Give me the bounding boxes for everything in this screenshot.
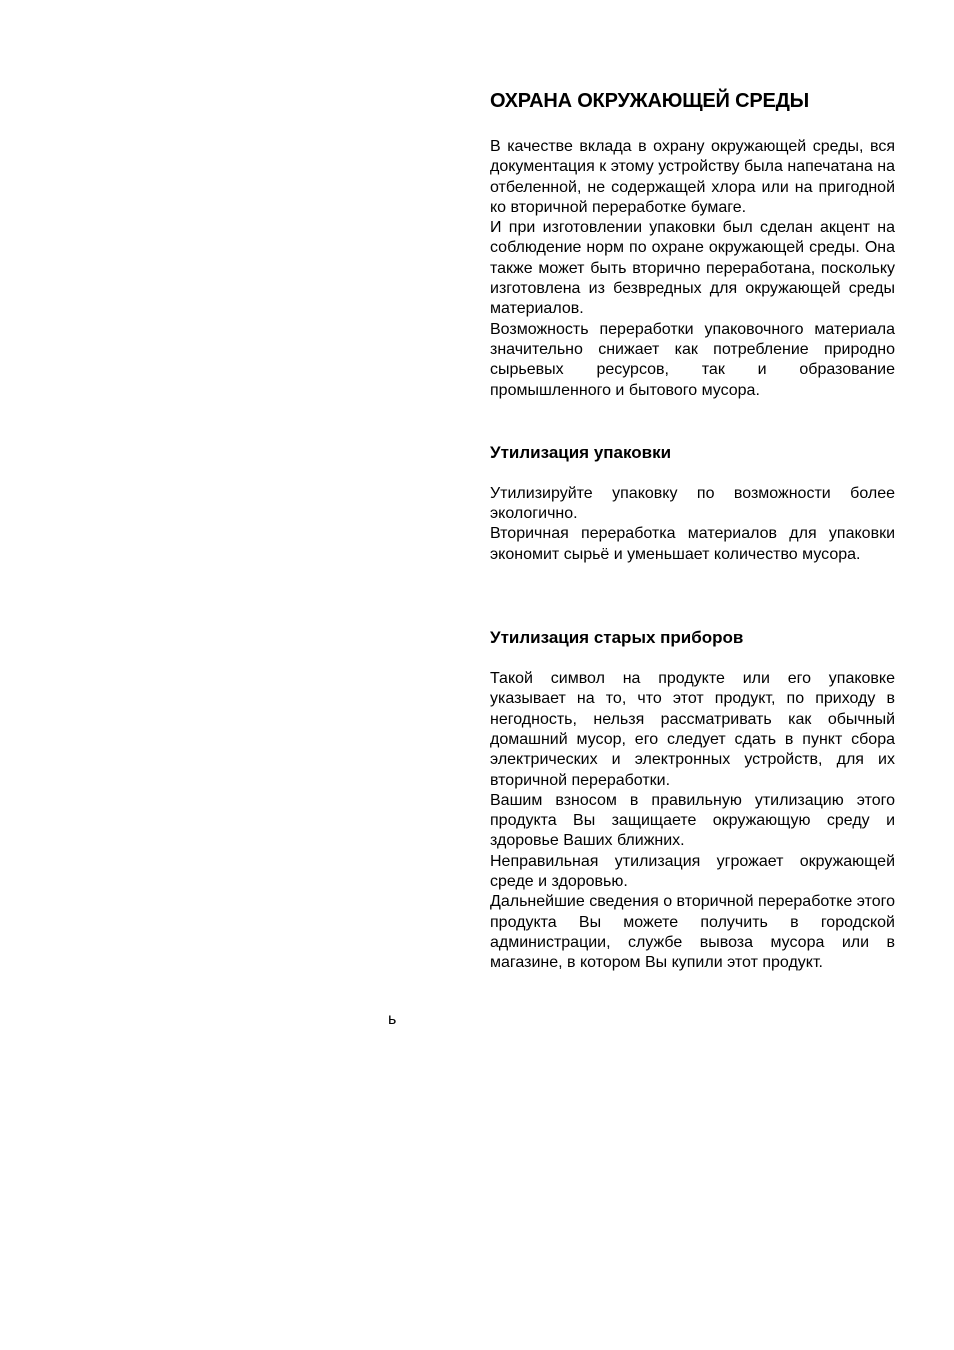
paragraph: Такой символ на продукте или его упаковке указывает на то, что этот продукт, по приходу в негодность, нельзя рассматривать как обычный домашний мусор, его следует сдать в пункт сбора электрических и электронных устройств, для их вторичной переработки. [490, 670, 895, 789]
paragraph: Вторичная переработка материалов для упаковки экономит сырьё и уменьшает количество мусора. [490, 525, 895, 563]
paragraph: В качестве вклада в охрану окружающей среды, вся документация к этому устройству была напечатана на отбеленной, не содержащей хлора или на пригодной ко вторичной переработке бумаге. [490, 138, 895, 216]
section-title-old-devices: Утилизация старых приборов [490, 628, 744, 648]
paragraph: Вашим взносом в правильную утилизацию этого продукта Вы защищаете окружающую среду и здоровье Ваших ближних. [490, 791, 895, 850]
text-column [490, 86, 895, 974]
section-body-packaging [490, 484, 895, 565]
section-body-environment [490, 137, 895, 401]
section-body-old-devices [490, 669, 895, 973]
paragraph: И при изготовлении упаковки был сделан акцент на соблюдение норм по охране окружающей среды. Она также может быть вторично переработана, поскольку изготовлена из безвредных для окружающей среды материалов. [490, 219, 895, 318]
paragraph: Дальнейшие сведения о вторичной переработке этого продукта Вы можете получить в городской администрации, службе вывоза мусора или в магазине, в котором Вы купили этот продукт. [490, 893, 895, 972]
section-title-packaging: Утилизация упаковки [490, 442, 672, 462]
paragraph: Неправильная утилизация угрожает окружающей среде и здоровью. [490, 852, 895, 891]
paragraph: Возможность переработки упаковочного материала значительно снижает как потребление природно сырьевых ресурсов, так и образование промышленного и бытового мусора. [490, 320, 895, 399]
stray-glyph: ь [388, 1011, 397, 1028]
section-title-environment: ОХРАНА ОКРУЖАЮЩЕЙ СРЕДЫ [490, 90, 810, 112]
paragraph: Утилизируйте упаковку по возможности более экологично. [490, 484, 895, 523]
